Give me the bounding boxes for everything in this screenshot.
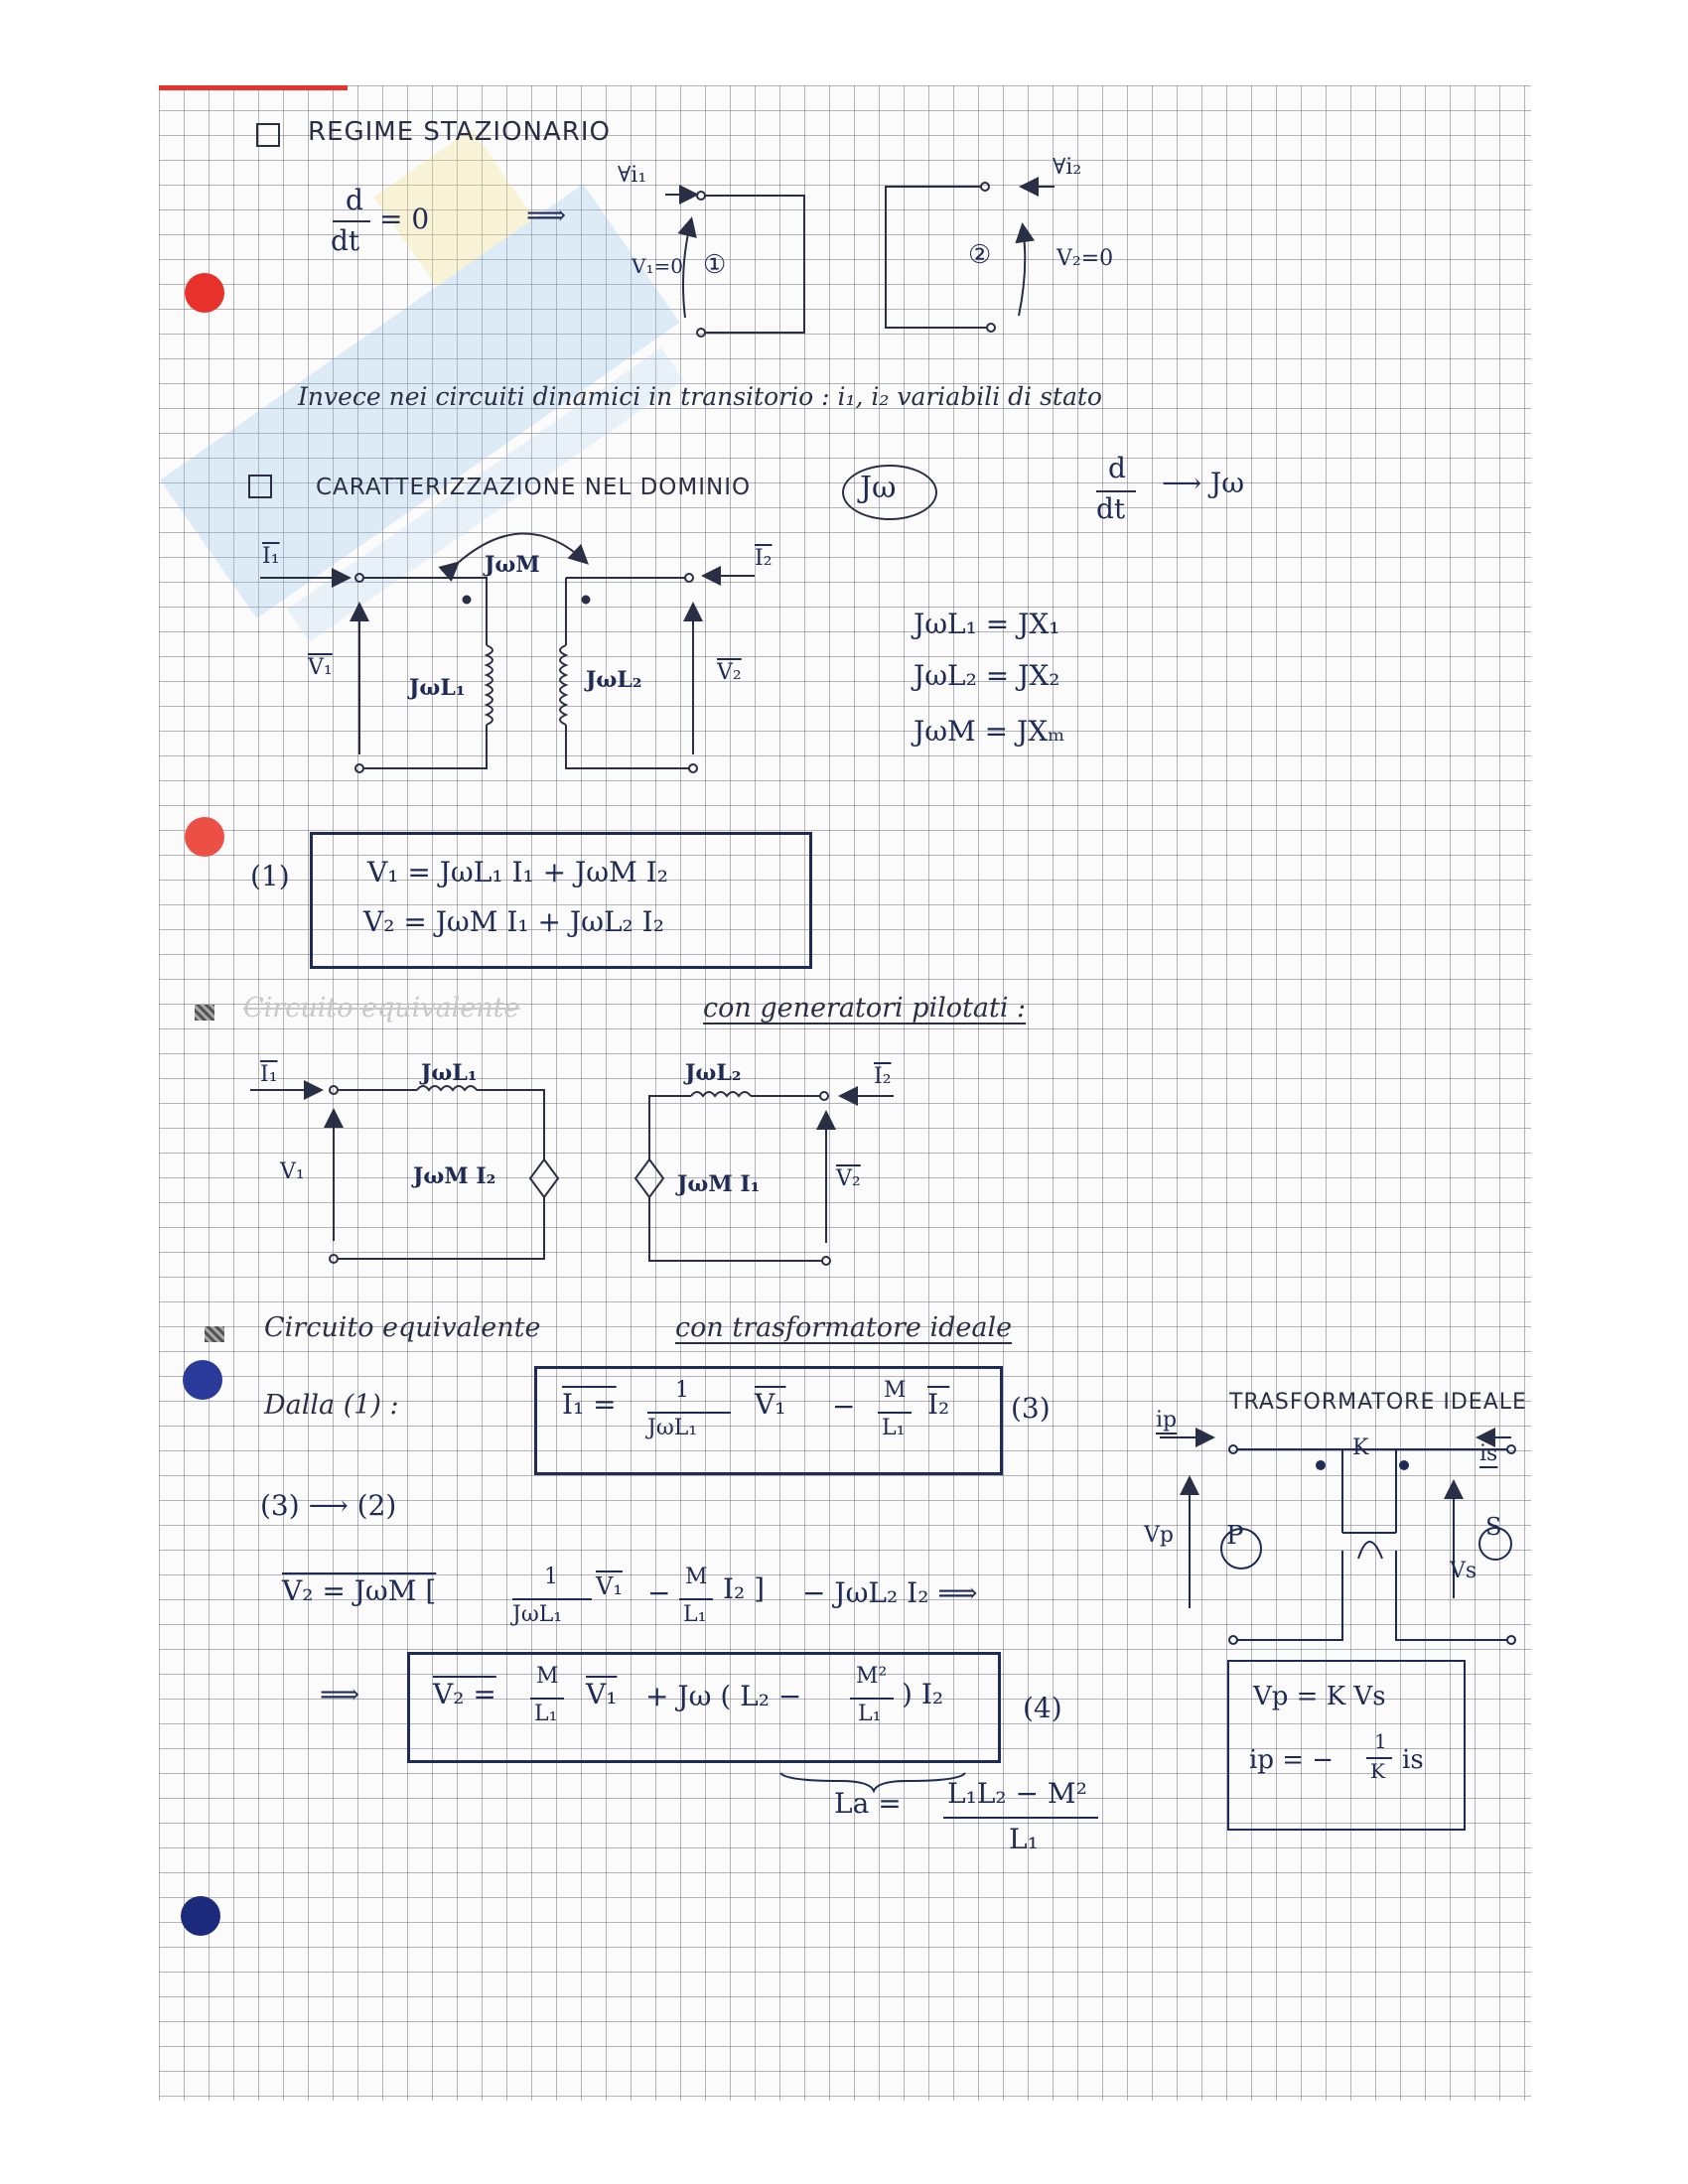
definition-line: JωL₁ = JX₁ [914,608,1060,640]
equation-tag: (1) [250,860,290,892]
eq3-frac1-den: JωL₁ [647,1416,698,1440]
k-label: K [1352,1435,1369,1460]
from-eq-label: Dalla (1) : [264,1390,399,1421]
inductor-jwl2-label: JωL₂ [586,667,642,693]
eq-line-lhs: V₂ = JωM [ [282,1574,437,1607]
port-2-circuit [886,183,1055,332]
vp-label: Vp [1144,1523,1174,1548]
relation-ip-rhs: is [1402,1745,1424,1775]
current-i2-label: I₂ [874,1064,892,1089]
la-den: L₁ [1009,1823,1039,1855]
eq4-end: ) I₂ [902,1678,944,1710]
jw-circled: Jω [860,471,897,505]
eq-line-f2-den: L₁ [683,1602,707,1627]
eq3-lhs: I₁ = [562,1388,617,1421]
eq4-f2-num: M² [856,1664,888,1689]
source-label: JωM I₂ [413,1163,496,1189]
section-title: con generatori pilotati : [703,993,1027,1024]
v1-label: V₁=0 [632,254,683,278]
eq3-tag: (3) [1011,1392,1051,1425]
section-title-b: con trasformatore ideale [675,1312,1013,1343]
substitution-label: (3) ⟶ (2) [260,1489,397,1522]
section-title: CARATTERIZZAZIONE NEL DOMINIO [316,475,752,500]
port-2-label: ② [968,240,992,270]
eq-line-v1: V₁ [596,1572,623,1600]
eq4-lhs: V₂ = [433,1678,496,1710]
port-1-label: ① [703,250,727,280]
coupled-inductors-circuit [260,533,755,772]
inductor-jwl1-label: JωL₁ [421,1060,478,1086]
eq3-minus: − [832,1390,856,1423]
eq-line-f1-den: JωL₁ [512,1602,563,1627]
equation-line: V₂ = JωM I₁ + JωL₂ I₂ [363,905,664,938]
secondary-s-label: S [1485,1513,1502,1541]
voltage-v2-label: V₂ [717,660,742,685]
eq3-frac1-num: 1 [675,1378,689,1403]
primary-p-label: P [1226,1521,1244,1551]
source-label: JωM I₁ [677,1171,761,1197]
eq4-f2-den: L₁ [858,1702,882,1726]
inductor-jwl2-label: JωL₂ [685,1060,742,1086]
implies-arrow: ⟹ [320,1678,360,1710]
ddt-numerator: d [1108,452,1126,484]
transformer-title: TRASFORMATORE IDEALE [1229,1390,1527,1415]
ip-label: ip [1156,1408,1178,1433]
v2-label: V₂=0 [1056,246,1114,271]
current-i1-label: I₁ [260,1062,278,1087]
voltage-v1-label: V₁ [280,1160,305,1184]
eq3-i2: I₂ [927,1388,950,1421]
equation-line: V₁ = JωL₁ I₁ + JωM I₂ [367,856,668,888]
current-i2-label: I₂ [755,546,773,571]
eq-line-minus: − [647,1576,671,1609]
mutual-jwm-label: JωM [485,552,540,578]
voltage-v2-label: V₂ [836,1166,861,1191]
eq3-frac2-num: M [884,1378,907,1403]
ddt-denominator: dt [1096,492,1126,525]
vi1-label: ∀i₁ [618,163,647,188]
relation-ip-lhs: ip = − [1249,1745,1335,1775]
vi2-label: ∀i₂ [1053,155,1082,180]
definition-line: JωL₂ = JX₂ [914,659,1060,692]
ddt-denominator: dt [331,224,360,257]
section-title-a: Circuito equivalente [264,1312,541,1343]
controlled-sources-circuit [250,1086,894,1265]
eq4-f-den: L₁ [534,1702,558,1726]
la-num: L₁L₂ − M² [947,1777,1087,1810]
inductor-jwl1-label: JωL₁ [409,675,466,701]
struck-title: Circuito equivalente [243,993,520,1024]
implies-arrow: ⟹ [526,199,567,231]
eq4-tag: (4) [1023,1692,1062,1724]
relation-vp: Vp = K Vs [1253,1682,1386,1711]
note-text: Invece nei circuiti dinamici in transitorio : i₁, i₂ variabili di stato [298,382,1102,411]
eq-line-f2-num: M [685,1565,708,1589]
eq-line-i2: I₂ ] [723,1572,766,1605]
ddt-map: ⟶ Jω [1162,467,1245,499]
relation-ip-den: K [1370,1759,1385,1783]
ideal-transformer-circuit [1160,1437,1515,1644]
relation-ip-num: 1 [1374,1729,1387,1753]
definition-line: JωM = JXₘ [914,715,1065,748]
vs-label: Vs [1450,1559,1477,1583]
port-1-circuit [665,192,804,337]
eq3-v1: V₁ [755,1388,786,1421]
current-i1-label: I₁ [262,544,280,569]
section-title: REGIME STAZIONARIO [308,117,611,147]
voltage-v1-label: V₁ [308,655,333,680]
ddt-numerator: d [346,184,363,216]
eq3-frac2-den: L₁ [882,1416,906,1440]
eq4-v1: V₁ [586,1678,618,1710]
eq-line-f1-num: 1 [544,1565,558,1589]
underbrace [780,1773,965,1791]
eq4-mid: + Jω ( L₂ − [645,1680,802,1712]
la-lhs: La = [834,1787,902,1820]
eq4-f-num: M [536,1664,559,1689]
ddt-equals: = 0 [379,203,430,235]
eq-line-rest: − JωL₂ I₂ ⟹ [802,1576,978,1609]
is-label: is [1479,1441,1498,1466]
